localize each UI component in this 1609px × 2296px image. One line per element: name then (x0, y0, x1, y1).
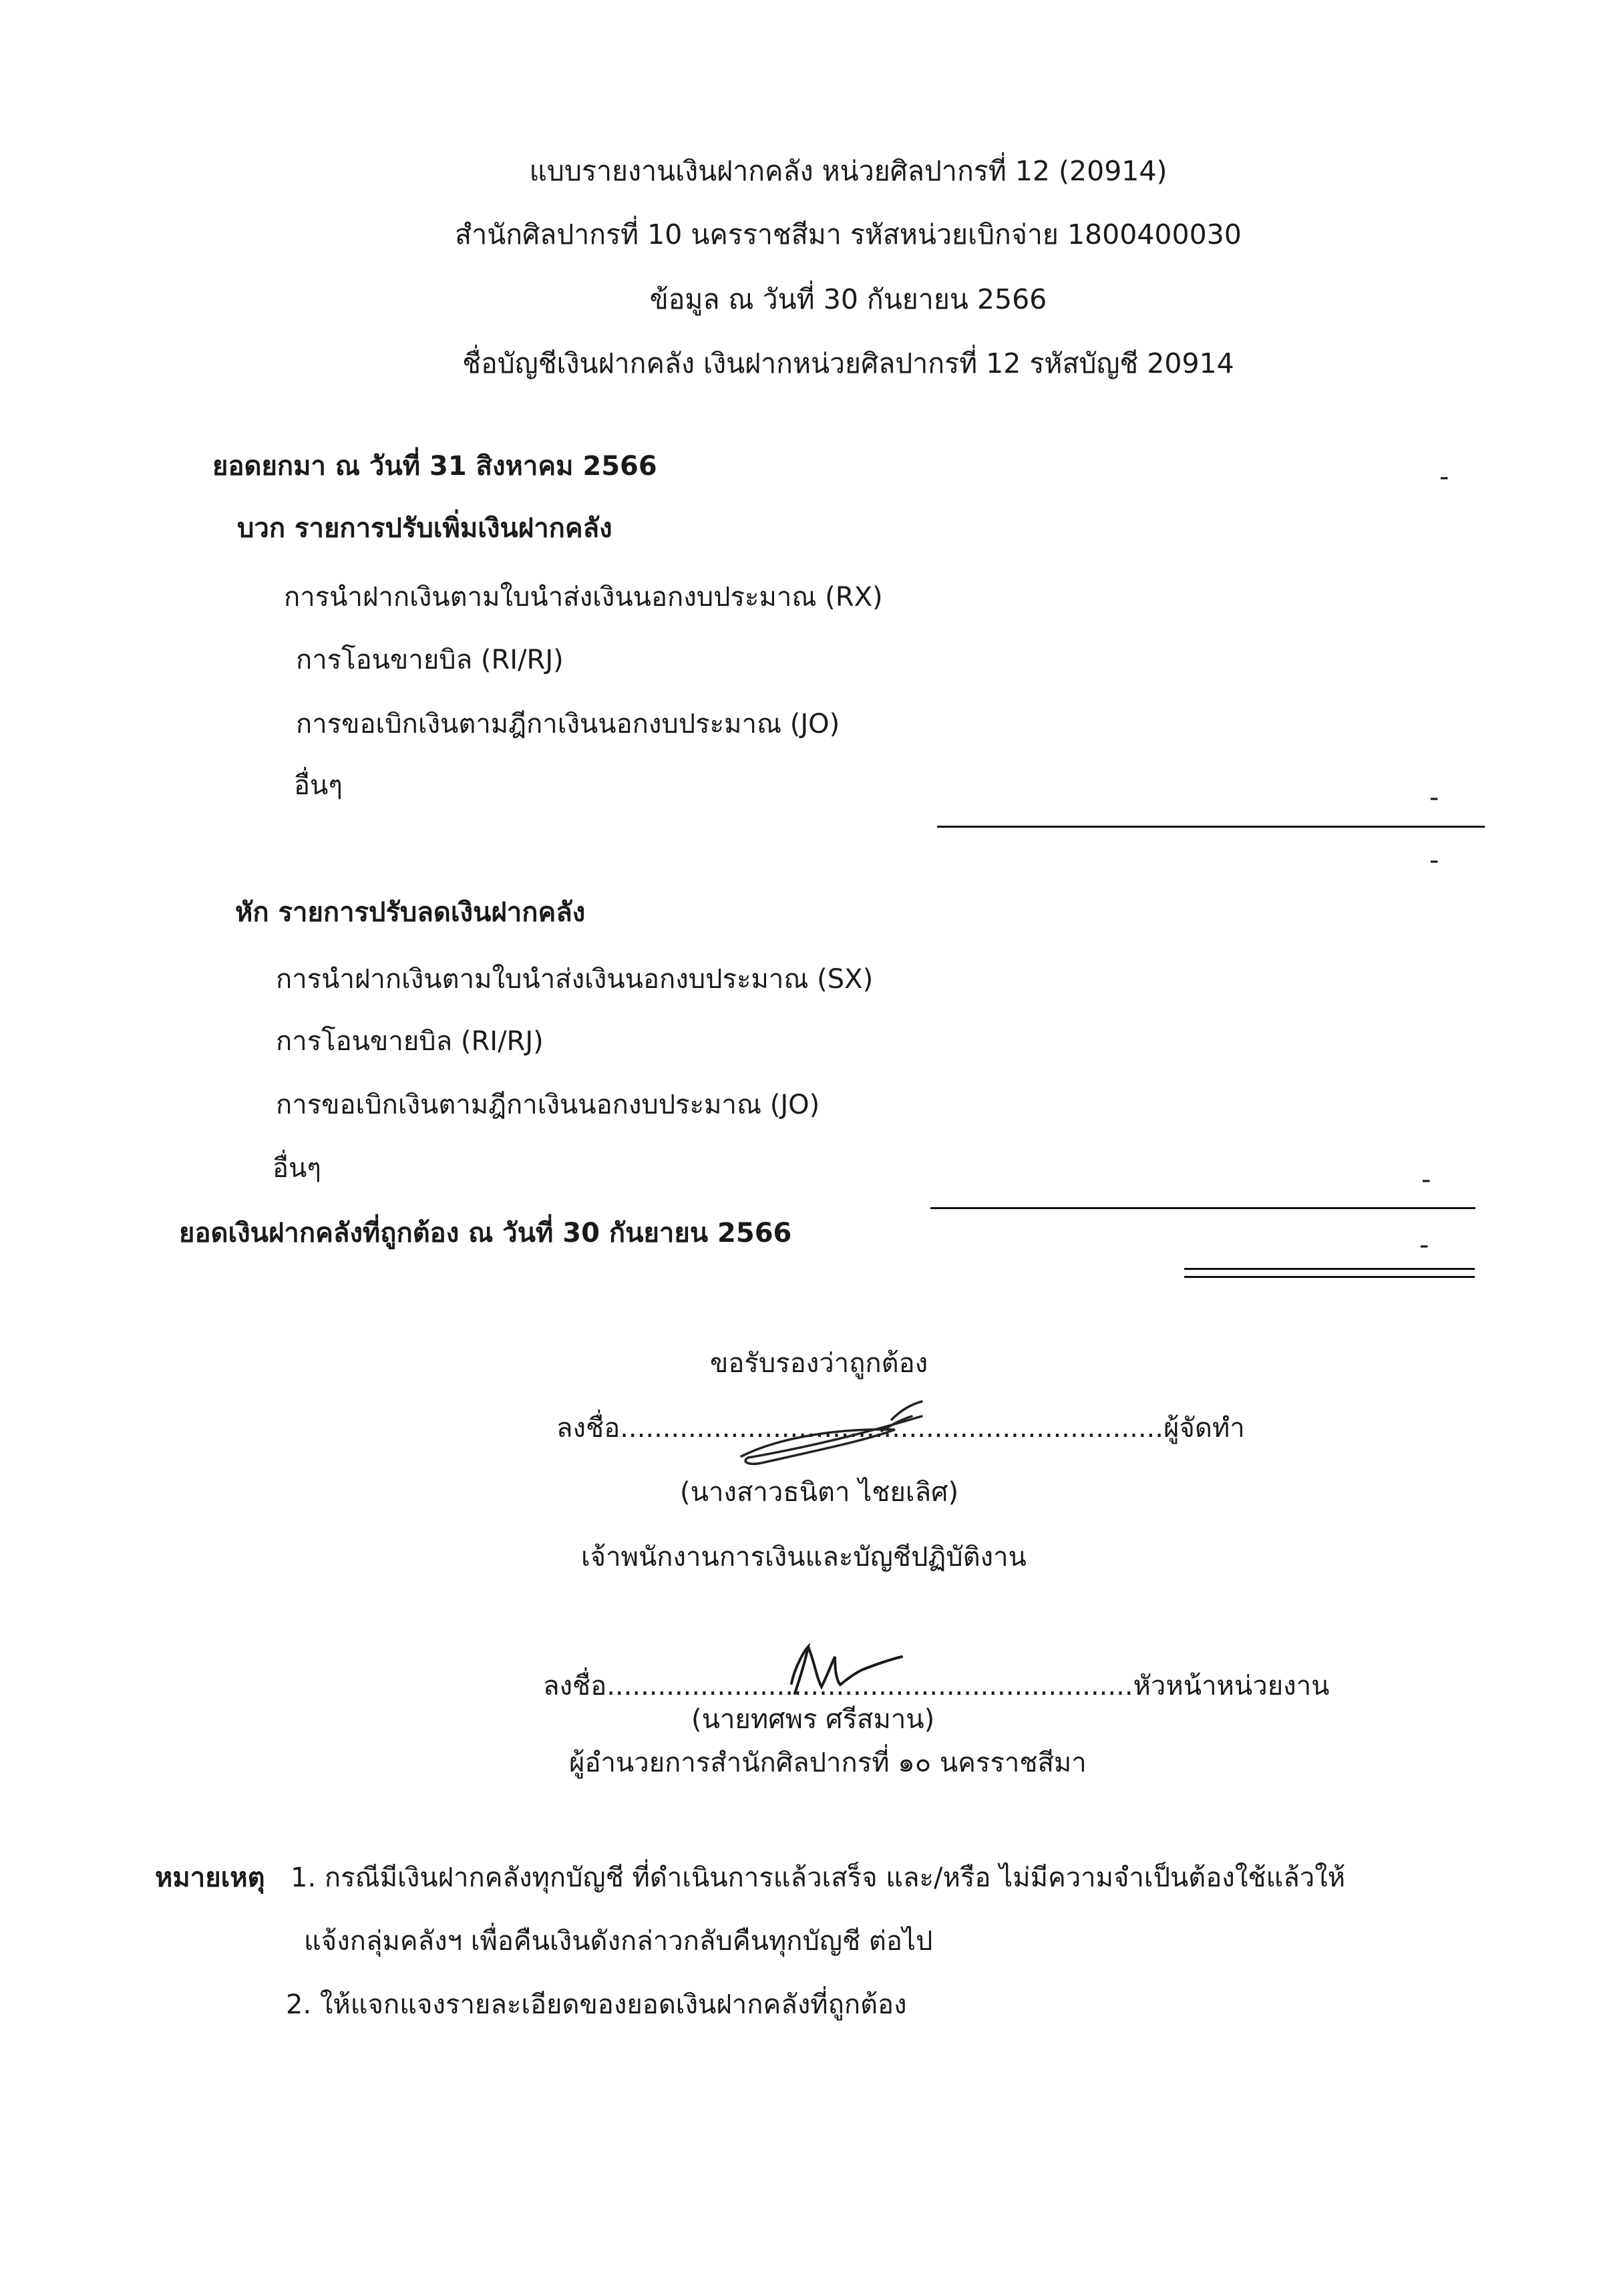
deduct-item-other: อื่นๆ (273, 1153, 321, 1184)
note-2: 2. ให้แจกแจงรายละเอียดของยอดเงินฝากคลังที่ถูกต้อง (286, 1989, 907, 2020)
preparer-position: เจ้าพนักงานการเงินและบัญชีปฏิบัติงาน (581, 1542, 1027, 1573)
add-subtotal-amount: - (1429, 782, 1439, 813)
deduct-section-title: หัก รายการปรับลดเงินฝากคลัง (235, 897, 586, 928)
header-line-1: แบบรายงานเงินฝากคลัง หน่วยศิลปากรที่ 12 (20914) (529, 155, 1168, 187)
preparer-sign-dots: ................................................................ (620, 1413, 1164, 1444)
closing-double-rule-top (1184, 1268, 1475, 1270)
add-subtotal-rule (937, 826, 1485, 828)
add-item-other: อื่นๆ (294, 770, 343, 801)
deduct-item-ri-rj: การโอนขายบิล (RI/RJ) (276, 1026, 544, 1057)
head-sign-prefix: ลงชื่อ (543, 1671, 607, 1701)
add-item-ri-rj: การโอนขายบิล (RI/RJ) (296, 645, 564, 675)
opening-balance-amount: - (1439, 462, 1449, 492)
preparer-sign-prefix: ลงชื่อ (556, 1413, 620, 1444)
header-line-2: สำนักศิลปากรที่ 10 นครราชสีมา รหัสหน่วยเบิกจ่าย 1800400030 (455, 218, 1242, 251)
notes-label: หมายเหตุ (155, 1862, 265, 1893)
add-item-rx: การนำฝากเงินตามใบนำส่งเงินนอกงบประมาณ (RX) (284, 582, 883, 613)
preparer-signature (721, 1389, 935, 1476)
closing-balance-label: ยอดเงินฝากคลังที่ถูกต้อง ณ วันที่ 30 กันยายน 2566 (179, 1218, 792, 1249)
add-total-amount: - (1429, 845, 1439, 876)
note-1-line-1: 1. กรณีมีเงินฝากคลังทุกบัญชี ที่ดำเนินการแล้วเสร็จ และ/หรือ ไม่มีความจำเป็นต้องใช้แล้วให้ (291, 1862, 1346, 1893)
head-position: ผู้อำนวยการสำนักศิลปากรที่ ๑๐ นครราชสีมา (569, 1748, 1087, 1778)
head-name: (นายทศพร ศรีสมาน) (691, 1704, 935, 1735)
header-line-3: ข้อมูล ณ วันที่ 30 กันยายน 2566 (649, 283, 1047, 315)
preparer-name: (นางสาวธนิตา ไชยเลิศ) (680, 1477, 959, 1508)
add-section-title: บวก รายการปรับเพิ่มเงินฝากคลัง (237, 513, 612, 544)
head-signature-line (543, 1669, 1330, 1703)
deduct-item-jo: การขอเบิกเงินตามฎีกาเงินนอกงบประมาณ (JO) (276, 1090, 820, 1120)
deduct-item-sx: การนำฝากเงินตามใบนำส่งเงินนอกงบประมาณ (SX) (276, 964, 874, 995)
header-line-4: ชื่อบัญชีเงินฝากคลัง เงินฝากหน่วยศิลปากรที่ 12 รหัสบัญชี 20914 (462, 347, 1234, 379)
head-role: หัวหน้าหน่วยงาน (1133, 1671, 1330, 1701)
note-1-line-2: แจ้งกลุ่มคลังฯ เพื่อคืนเงินดังกล่าวกลับคืนทุกบัญชี ต่อไป (304, 1926, 933, 1957)
certification-title: ขอรับรองว่าถูกต้อง (710, 1348, 928, 1379)
deduct-subtotal-amount: - (1421, 1164, 1431, 1195)
deduct-subtotal-rule (930, 1207, 1475, 1209)
opening-balance-label: ยอดยกมา ณ วันที่ 31 สิงหาคม 2566 (212, 451, 657, 482)
preparer-role: ผู้จัดทำ (1163, 1413, 1245, 1444)
head-sign-dots: .............................................................. (606, 1671, 1133, 1701)
closing-balance-amount: - (1419, 1230, 1429, 1261)
add-item-jo: การขอเบิกเงินตามฎีกาเงินนอกงบประมาณ (JO) (296, 709, 840, 740)
closing-double-rule-bottom (1184, 1276, 1475, 1278)
head-signature (768, 1637, 908, 1710)
